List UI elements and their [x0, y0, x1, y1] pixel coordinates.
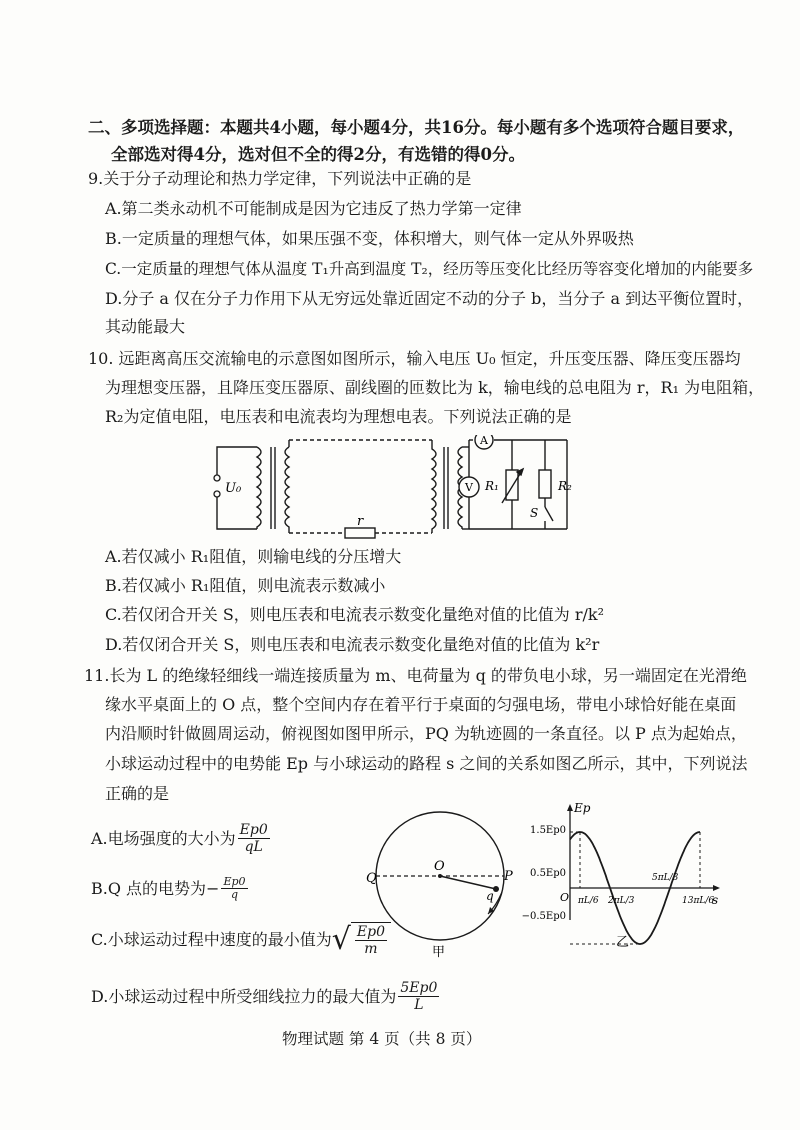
circuit-label-u0: U₀: [225, 481, 242, 496]
chart-ytick-2: 0.5Ep0: [530, 868, 566, 879]
section-header-line2: 全部选对得4分，选对但不全的得2分，有选错的得0分。: [111, 145, 525, 164]
q10-option-b: B.若仅减小 R₁阻值，则电流表示数减小: [105, 576, 386, 595]
q11-option-a-text: A.电场强度的大小为: [91, 828, 236, 848]
q11-option-c: [91, 922, 391, 958]
q11-option-d-den: L: [414, 997, 424, 1013]
q11-stem-line2: 缘水平桌面上的 O 点，整个空间内存在着平行于桌面的匀强电场，带电小球恰好能在桌面: [105, 695, 737, 714]
q11-option-c-num: Ep0: [356, 924, 385, 940]
q11-option-b-fraction: [221, 876, 247, 901]
ammeter-icon: A: [480, 435, 488, 447]
chart-xtick-2: 2πL/3: [608, 896, 635, 906]
q11-stem-line4: 小球运动过程中的电势能 Ep 与小球运动的路程 s 之间的关系如图乙所示，其中，下列说法: [105, 754, 748, 773]
q10-stem-line1: 10. 远距离高压交流输电的示意图如图所示，输入电压 U₀ 恒定，升压变压器、降压变压器均: [88, 349, 741, 368]
q11-option-d-text: D.小球运动过程中所受细线拉力的最大值为: [91, 986, 397, 1006]
q9-option-d-line1: D.分子 a 仅在分子力作用下从无穷远处靠近固定不动的分子 b，当分子 a 到达平衡位置时，: [105, 289, 754, 308]
q9-option-c: C.一定质量的理想气体从温度 T₁升高到温度 T₂，经历等压变化比经历等容变化增加的内能要多: [105, 260, 754, 278]
figure-yi-chart: [522, 800, 722, 950]
fig-jia-caption: 甲: [432, 945, 446, 960]
fig-jia-label-q-point: Q: [366, 871, 377, 886]
q11-option-a-den: qL: [244, 839, 263, 855]
chart-xtick-4: 13πL/6: [682, 896, 715, 906]
q10-option-c: C.若仅闭合开关 S，则电压表和电流表示数变化量绝对值的比值为 r/k²: [105, 605, 605, 624]
chart-x-axis-arrow: [713, 885, 720, 891]
q9-option-b: B.一定质量的理想气体，如果压强不变，体积增大，则气体一定从外界吸热: [105, 229, 634, 248]
q10-option-d: D.若仅闭合开关 S，则电压表和电流表示数变化量绝对值的比值为 k²r: [105, 635, 600, 654]
q11-option-b-den: q: [230, 888, 239, 901]
chart-ylabel: Ep: [574, 801, 591, 815]
q11-option-d-num: 5Ep0: [400, 980, 438, 996]
chart-xlabel: s: [712, 893, 719, 907]
circuit-label-s: S: [530, 506, 539, 520]
q10-option-a: A.若仅减小 R₁阻值，则输电线的分压增大: [105, 547, 402, 566]
circuit-diagram: [205, 435, 585, 540]
chart-xtick-3: 5πL/3: [652, 873, 679, 883]
voltmeter-icon: V: [465, 481, 473, 494]
q9-option-d-line2: 其动能最大: [105, 317, 186, 336]
q11-option-c-sqrt: √ $\frac{Ep0}{m}$: [332, 922, 391, 958]
circuit-label-r1: R₁: [485, 479, 499, 493]
q11-stem-line3: 内沿顺时针做圆周运动，俯视图如图甲所示，PQ 为轨迹圆的一条直径。以 P 点为起始点，: [105, 724, 747, 743]
chart-caption: 乙: [616, 935, 630, 950]
chart-ytick-1: 1.5Ep0: [530, 825, 566, 836]
q9-option-a: A.第二类永动机不可能制成是因为它违反了热力学第一定律: [105, 199, 522, 218]
q10-stem-line3: R₂为定值电阻，电压表和电流表均为理想电表。下列说法正确的是: [105, 407, 572, 426]
q11-option-b-num: Ep0: [223, 875, 246, 888]
q10-stem-line2: 为理想变压器，且降压变压器原、副线圈的匝数比为 k，输电线的总电阻为 r，R₁ 为电阻箱，: [105, 378, 765, 397]
fig-jia-label-o: O: [434, 859, 445, 874]
page-footer: 物理试题 第 4 页（共 8 页）: [282, 1030, 482, 1048]
q11-option-a: [91, 822, 272, 855]
fig-jia-label-p: P: [504, 869, 513, 884]
q11-option-a-fraction: [238, 822, 270, 855]
q11-option-b: [91, 876, 250, 901]
chart-y-axis-arrow: [567, 804, 573, 811]
circuit-label-r2: R₂: [558, 479, 572, 493]
q11-option-b-text: B.Q 点的电势为−: [91, 878, 220, 898]
chart-origin: O: [560, 891, 570, 904]
q11-stem-line5: 正确的是: [105, 784, 170, 803]
section-header-line1: 二、多项选择题：本题共4小题，每小题4分，共16分。每小题有多个选项符合题目要求，: [88, 118, 745, 137]
chart-xtick-1: πL/6: [578, 896, 599, 906]
circuit-label-r: r: [357, 514, 364, 529]
chart-ytick-3: −0.5Ep0: [522, 911, 566, 922]
figure-jia: [362, 810, 522, 960]
q11-option-a-num: Ep0: [239, 822, 268, 838]
q11-stem-line1: 11.长为 L 的绝缘轻细线一端连接质量为 m、电荷量为 q 的带负电小球，另一端固定在光滑绝: [84, 666, 747, 685]
q9-stem: 9.关于分子动理论和热力学定律，下列说法中正确的是: [88, 169, 472, 188]
q11-option-d: [91, 980, 441, 1013]
q11-option-c-text: C.小球运动过程中速度的最小值为: [91, 930, 332, 949]
fig-jia-label-q-charge: q: [486, 889, 494, 903]
q11-option-d-fraction: [398, 980, 439, 1013]
q11-option-c-den: m: [364, 941, 378, 957]
